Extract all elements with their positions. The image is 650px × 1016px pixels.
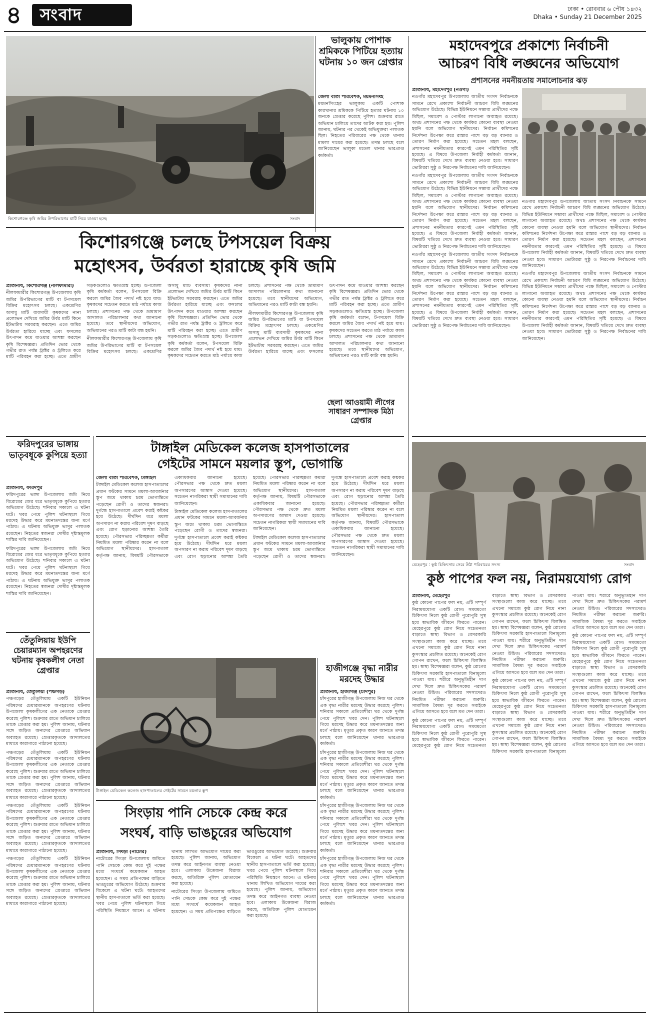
leprosy-photo-caption: মেহেরপুর : কুষ্ঠ চিকিৎসায় সেরে উঠা পরিবারের সদস্য	[412, 562, 501, 567]
election-subhead: প্রশাসনের নমনীয়তায় সমালোচনার ঝড়	[470, 76, 588, 85]
tractor-photo-image	[6, 36, 314, 214]
faridpur-body: প্রতিনিধি, ফরিদপুর ফরিদপুরের ভাঙ্গা উপজেলায় জমি নিয়ে বিরোধের জের ধরে ভাতৃবধূকে কুপিয়ে হত্যার অভিযোগ উঠেছে। শনিবার সকালে এ ঘটনা ঘটে। খবর পেয়ে পুলিশ ঘটনাস্থলে গিয়ে মরদেহ উদ্ধার করে ময়নাতদন্তের জন্য মর্গে পাঠায়। এ ঘটনায় অভিযুক্ত ভাসুর পলাতক রয়েছেন। নিহতের স্বজনরা দোষীর দৃষ্টান্তমূলক শাস্তির দাবি জানিয়েছেন। ফরিদপুরের ভাঙ্গা উপজেলায় জমি নিয়ে বিরোধের জের ধরে ভাতৃবধূকে কুপিয়ে হত্যার অভিযোগ উঠেছে। শনিবার সকালে এ ঘটনা ঘটে। খবর পেয়ে পুলিশ ঘটনাস্থলে গিয়ে মরদেহ উদ্ধার করে ময়নাতদন্তের জন্য মর্গে পাঠায়। এ ঘটনায় অভিযুক্ত ভাসুর পলাতক রয়েছেন। নিহতের স্বজনরা দোষীর দৃষ্টান্তমূলক শাস্তির দাবি জানিয়েছেন।	[6, 486, 90, 597]
tangail-body: জেলা বার্তা পরিবেশক, টাঙ্গাইল টাঙ্গাইল মেডিকেল কলেজ হাসপাতালের প্রধান ফটকের সামনে ময়লা-আবর্জনার স্তূপ জমে থাকায় চরম ভোগান্তিতে পড়েছেন রোগী ও তাদের স্বজনরা। দুর্গন্ধে হাসপাতালে প্রবেশ করাই কষ্টকর হয়ে উঠেছে। দীর্ঘদিন ধরে ময়লা অপসারণ না করায় পরিবেশ দূষণ বাড়ছে এবং রোগ ছড়ানোর আশঙ্কা তৈরি হয়েছে। পৌরসভার পরিচ্ছন্নতা কর্মীরা নিয়মিত ময়লা পরিষ্কার করেন না বলে অভিযোগ স্থানীয়দের। হাসপাতাল কর্তৃপক্ষ জানায়, বিষয়টি পৌরসভাকে একাধিকবার জানানো হয়েছে। পৌরসভার পক্ষ থেকে দ্রুত ময়লা অপসারণের আশ্বাস দেওয়া হয়েছে। সচেতন নাগরিকরা স্থায়ী সমাধানের দাবি জানিয়েছেন। টাঙ্গাইল মেডিকেল কলেজ হাসপাতালের প্রধান ফটকের সামনে ময়লা-আবর্জনার স্তূপ জমে থাকায় চরম ভোগান্তিতে পড়েছেন রোগী ও তাদের স্বজনরা। দুর্গন্ধে হাসপাতালে প্রবেশ করাই কষ্টকর হয়ে উঠেছে। দীর্ঘদিন ধরে ময়লা অপসারণ না করায় পরিবেশ দূষণ বাড়ছে এবং রোগ ছড়ানোর আশঙ্কা তৈরি হয়েছে। পৌরসভার পরিচ্ছন্নতা কর্মীরা নিয়মিত ময়লা পরিষ্কার করেন না বলে অভিযোগ স্থানীয়দের। হাসপাতাল কর্তৃপক্ষ জানায়, বিষয়টি পৌরসভাকে একাধিকবার জানানো হয়েছে। পৌরসভার পক্ষ থেকে দ্রুত ময়লা অপসারণের আশ্বাস দেওয়া হয়েছে। সচেতন নাগরিকরা স্থায়ী সমাধানের দাবি জানিয়েছেন। টাঙ্গাইল মেডিকেল কলেজ হাসপাতালের প্রধান ফটকের সামনে ময়লা-আবর্জনার স্তূপ জমে থাকায় চরম ভোগান্তিতে পড়েছেন রোগী ও তাদের স্বজনরা। দুর্গন্ধে হাসপাতালে প্রবেশ করাই কষ্টকর হয়ে উঠেছে। দীর্ঘদিন ধরে ময়লা অপসারণ না করায় পরিবেশ দূষণ বাড়ছে এবং রোগ ছড়ানোর আশঙ্কা তৈরি হয়েছে। পৌরসভার পরিচ্ছন্নতা কর্মীরা নিয়মিত ময়লা পরিষ্কার করেন না বলে অভিযোগ স্থানীয়দের। হাসপাতাল কর্তৃপক্ষ জানায়, বিষয়টি পৌরসভাকে একাধিকবার জানানো হয়েছে। পৌরসভার পক্ষ থেকে দ্রুত ময়লা অপসারণের আশ্বাস দেওয়া হয়েছে। সচেতন নাগরিকরা স্থায়ী সমাধানের দাবি জানিয়েছেন।	[96, 476, 404, 560]
awami-headline: ছেলা আওয়ামী লীগের সাধারণ সম্পাদক মিঠা গ্রেপ্তার	[327, 398, 395, 425]
page-bottom-rule	[4, 1012, 646, 1013]
tangail-headline-2: গেইটের সামনে ময়লার স্তূপ, ভোগান্তি	[157, 456, 343, 471]
factory-body: জেলা বার্তা পরিবেশক, ময়মনসিংহ ময়মনসিংহের ভালুকায় একটি পোশাক কারখানার শ্রমিককে পিটিয়ে হত্যার ঘটনায় ১০ জনকে গ্রেপ্তার করেছে পুলিশ। শুক্রবার রাতে অভিযান চালিয়ে তাদের আটক করা হয়। পুলিশ জানায়, ঘটনার পর থেকেই অভিযুক্তরা পলাতক ছিল। নিহতের পরিবারের পক্ষ থেকে থানায় মামলা দায়ের করা হয়েছে। তদন্ত চলছে বলে জানিয়েছেন ভালুকা মডেল থানার ভারপ্রাপ্ত কর্মকর্তা।	[318, 95, 404, 159]
singra-headline-1: সিংড়ায় পানি সেচকে কেন্দ্র করে	[124, 806, 288, 821]
column-divider	[317, 658, 318, 1012]
family-photo-image	[412, 442, 646, 560]
topsoil-headline-2: মহোৎসব, উর্বরতা হারাচ্ছে কৃষি জমি	[74, 256, 336, 277]
chairman-headline: তেঁতুলিয়ায় ইউপি চেয়ারম্যান অপহরণের ঘটনায় কৃষকলীগ নেতা গ্রেপ্তার	[11, 636, 85, 675]
column-divider	[315, 36, 316, 232]
election-headline-2: আচরণ বিধি লঙ্ঘনের অভিযোগ	[438, 56, 620, 72]
awami-box	[318, 398, 404, 438]
leprosy-photo	[412, 442, 646, 560]
singra-headline-2: সংঘর্ষ, বাড়ি ভাঙচুরের অভিযোগ	[120, 826, 292, 841]
hajiganj-headline: হাজীগঞ্জে বৃদ্ধা নারীর মরদেহ উদ্ধার	[326, 664, 398, 685]
masthead	[0, 0, 650, 34]
topsoil-headline-1: কিশোরগঞ্জে চলছে টপসয়েল বিক্রয়	[79, 232, 331, 253]
chairman-body: প্রতিনিধি, তেঁতুলিয়া (পঞ্চগড়) পঞ্চগড়ের তেঁতুলিয়ায় একটি ইউনিয়ন পরিষদের চেয়ারম্যানকে অপহরণের ঘটনায় উপজেলা কৃষকলীগের এক নেতাকে গ্রেপ্তার করেছে পুলিশ। শুক্রবার রাতে অভিযান চালিয়ে তাকে গ্রেপ্তার করা হয়। পুলিশ জানায়, ঘটনার সঙ্গে জড়িত অন্যদের গ্রেপ্তারে অভিযান অব্যাহত রয়েছে। গ্রেপ্তারকৃতকে আদালতের মাধ্যমে কারাগারে পাঠানো হয়েছে। পঞ্চগড়ের তেঁতুলিয়ায় একটি ইউনিয়ন পরিষদের চেয়ারম্যানকে অপহরণের ঘটনায় উপজেলা কৃষকলীগের এক নেতাকে গ্রেপ্তার করেছে পুলিশ। শুক্রবার রাতে অভিযান চালিয়ে তাকে গ্রেপ্তার করা হয়। পুলিশ জানায়, ঘটনার সঙ্গে জড়িত অন্যদের গ্রেপ্তারে অভিযান অব্যাহত রয়েছে। গ্রেপ্তারকৃতকে আদালতের মাধ্যমে কারাগারে পাঠানো হয়েছে। পঞ্চগড়ের তেঁতুলিয়ায় একটি ইউনিয়ন পরিষদের চেয়ারম্যানকে অপহরণের ঘটনায় উপজেলা কৃষকলীগের এক নেতাকে গ্রেপ্তার করেছে পুলিশ। শুক্রবার রাতে অভিযান চালিয়ে তাকে গ্রেপ্তার করা হয়। পুলিশ জানায়, ঘটনার সঙ্গে জড়িত অন্যদের গ্রেপ্তারে অভিযান অব্যাহত রয়েছে। গ্রেপ্তারকৃতকে আদালতের মাধ্যমে কারাগারে পাঠানো হয়েছে। পঞ্চগড়ের তেঁতুলিয়ায় একটি ইউনিয়ন পরিষদের চেয়ারম্যানকে অপহরণের ঘটনায় উপজেলা কৃষকলীগের এক নেতাকে গ্রেপ্তার করেছে পুলিশ। শুক্রবার রাতে অভিযান চালিয়ে তাকে গ্রেপ্তার করা হয়। পুলিশ জানায়, ঘটনার সঙ্গে জড়িত অন্যদের গ্রেপ্তারে অভিযান অব্যাহত রয়েছে। গ্রেপ্তারকৃতকে আদালতের মাধ্যমে কারাগারে পাঠানো হয়েছে।	[6, 690, 90, 907]
leprosy-headline: কুষ্ঠ পাপের ফল নয়, নিরাময়যোগ্য রোগ	[426, 572, 632, 587]
leprosy-photo-credit: সংবাদ	[624, 562, 635, 567]
factory-headline: ভালুকায় পোশাক শ্রমিককে পিটিয়ে হত্যায় ঘটনায় ১০ জন গ্রেপ্তার	[319, 36, 403, 68]
leprosy-body: প্রতিনিধি, মেহেরপুর কুষ্ঠ কোনো পাপের ফল নয়, এটি সম্পূর্ণ নিরাময়যোগ্য একটি রোগ। সময়মতো চিকিৎসা নিলে কুষ্ঠ রোগী পুরোপুরি সুস্থ হয়ে স্বাভাবিক জীবনে ফিরতে পারেন। মেহেরপুরে কুষ্ঠ রোগ নিয়ে সচেতনতা বাড়াতে স্বাস্থ্য বিভাগ ও বেসরকারি সংস্থাগুলো কাজ করে যাচ্ছে। তবে এখনো সমাজে কুষ্ঠ রোগ নিয়ে নানা কুসংস্কার প্রচলিত রয়েছে। অনেকেই রোগ গোপন রাখেন, ফলে চিকিৎসা বিলম্বিত হয়। স্বাস্থ্য বিশেষজ্ঞরা বলেন, কুষ্ঠ রোগের চিকিৎসা সরকারি হাসপাতালে বিনামূল্যে পাওয়া যায়। শরীরে অনুভূতিহীন দাগ দেখা দিলে দ্রুত চিকিৎসকের পরামর্শ নেওয়া উচিত। পরিবারের সদস্যদেরও নিয়মিত পরীক্ষা করানো জরুরি। সামাজিক বৈষম্য দূর করতে সবাইকে এগিয়ে আসতে হবে বলে মত দেন তারা। কুষ্ঠ কোনো পাপের ফল নয়, এটি সম্পূর্ণ নিরাময়যোগ্য একটি রোগ। সময়মতো চিকিৎসা নিলে কুষ্ঠ রোগী পুরোপুরি সুস্থ হয়ে স্বাভাবিক জীবনে ফিরতে পারেন। মেহেরপুরে কুষ্ঠ রোগ নিয়ে সচেতনতা বাড়াতে স্বাস্থ্য বিভাগ ও বেসরকারি সংস্থাগুলো কাজ করে যাচ্ছে। তবে এখনো সমাজে কুষ্ঠ রোগ নিয়ে নানা কুসংস্কার প্রচলিত রয়েছে। অনেকেই রোগ গোপন রাখেন, ফলে চিকিৎসা বিলম্বিত হয়। স্বাস্থ্য বিশেষজ্ঞরা বলেন, কুষ্ঠ রোগের চিকিৎসা সরকারি হাসপাতালে বিনামূল্যে পাওয়া যায়। শরীরে অনুভূতিহীন দাগ দেখা দিলে দ্রুত চিকিৎসকের পরামর্শ নেওয়া উচিত। পরিবারের সদস্যদেরও নিয়মিত পরীক্ষা করানো জরুরি। সামাজিক বৈষম্য দূর করতে সবাইকে এগিয়ে আসতে হবে বলে মত দেন তারা। কুষ্ঠ কোনো পাপের ফল নয়, এটি সম্পূর্ণ নিরাময়যোগ্য একটি রোগ। সময়মতো চিকিৎসা নিলে কুষ্ঠ রোগী পুরোপুরি সুস্থ হয়ে স্বাভাবিক জীবনে ফিরতে পারেন। মেহেরপুরে কুষ্ঠ রোগ নিয়ে সচেতনতা বাড়াতে স্বাস্থ্য বিভাগ ও বেসরকারি সংস্থাগুলো কাজ করে যাচ্ছে। তবে এখনো সমাজে কুষ্ঠ রোগ নিয়ে নানা কুসংস্কার প্রচলিত রয়েছে। অনেকেই রোগ গোপন রাখেন, ফলে চিকিৎসা বিলম্বিত হয়। স্বাস্থ্য বিশেষজ্ঞরা বলেন, কুষ্ঠ রোগের চিকিৎসা সরকারি হাসপাতালে বিনামূল্যে পাওয়া যায়। শরীরে অনুভূতিহীন দাগ দেখা দিলে দ্রুত চিকিৎসকের পরামর্শ নেওয়া উচিত। পরিবারের সদস্যদেরও নিয়মিত পরীক্ষা করানো জরুরি। সামাজিক বৈষম্য দূর করতে সবাইকে এগিয়ে আসতে হবে বলে মত দেন তারা। কুষ্ঠ কোনো পাপের ফল নয়, এটি সম্পূর্ণ নিরাময়যোগ্য একটি রোগ। সময়মতো চিকিৎসা নিলে কুষ্ঠ রোগী পুরোপুরি সুস্থ হয়ে স্বাভাবিক জীবনে ফিরতে পারেন। মেহেরপুরে কুষ্ঠ রোগ নিয়ে সচেতনতা বাড়াতে স্বাস্থ্য বিভাগ ও বেসরকারি সংস্থাগুলো কাজ করে যাচ্ছে। তবে এখনো সমাজে কুষ্ঠ রোগ নিয়ে নানা কুসংস্কার প্রচলিত রয়েছে। অনেকেই রোগ গোপন রাখেন, ফলে চিকিৎসা বিলম্বিত হয়। স্বাস্থ্য বিশেষজ্ঞরা বলেন, কুষ্ঠ রোগের চিকিৎসা সরকারি হাসপাতালে বিনামূল্যে পাওয়া যায়। শরীরে অনুভূতিহীন দাগ দেখা দিলে দ্রুত চিকিৎসকের পরামর্শ নেওয়া উচিত। পরিবারের সদস্যদেরও নিয়মিত পরীক্ষা করানো জরুরি। সামাজিক বৈষম্য দূর করতে সবাইকে এগিয়ে আসতে হবে বলে মত দেন তারা।	[412, 594, 646, 755]
section-rule	[6, 227, 404, 228]
election-body: প্রতিনিধি, মহাদেবপুর (নওগাঁ) নওগাঁর মহাদেবপুর উপজেলায় জাতীয় সংসদ নির্বাচনকে সামনে রেখে প্রকাশ্যে নির্বাচনী আচরণ বিধি লঙ্ঘনের অভিযোগ উঠেছে। বিভিন্ন ইউনিয়নে সম্ভাব্য প্রার্থীদের পক্ষে মিছিল, সমাবেশ ও পোস্টার লাগানো অব্যাহত রয়েছে। অথচ প্রশাসনের পক্ষ থেকে কার্যকর কোনো ব্যবস্থা নেওয়া হয়নি বলে অভিযোগ স্থানীয়দের। নির্বাচন কমিশনের নির্দেশনা উপেক্ষা করে রাস্তার পাশে বড় বড় ব্যানার ও তোরণ নির্মাণ করা হয়েছে। সচেতন মহল বলছেন, প্রশাসনের নমনীয়তার কারণেই এমন পরিস্থিতির সৃষ্টি হয়েছে। এ বিষয়ে উপজেলা নির্বাহী কর্মকর্তা জানান, বিষয়টি খতিয়ে দেখে দ্রুত ব্যবস্থা নেওয়া হবে। সাধারণ ভোটাররা সুষ্ঠু ও নিরপেক্ষ নির্বাচনের দাবি জানিয়েছেন। নওগাঁর মহাদেবপুর উপজেলায় জাতীয় সংসদ নির্বাচনকে সামনে রেখে প্রকাশ্যে নির্বাচনী আচরণ বিধি লঙ্ঘনের অভিযোগ উঠেছে। বিভিন্ন ইউনিয়নে সম্ভাব্য প্রার্থীদের পক্ষে মিছিল, সমাবেশ ও পোস্টার লাগানো অব্যাহত রয়েছে। অথচ প্রশাসনের পক্ষ থেকে কার্যকর কোনো ব্যবস্থা নেওয়া হয়নি বলে অভিযোগ স্থানীয়দের। নির্বাচন কমিশনের নির্দেশনা উপেক্ষা করে রাস্তার পাশে বড় বড় ব্যানার ও তোরণ নির্মাণ করা হয়েছে। সচেতন মহল বলছেন, প্রশাসনের নমনীয়তার কারণেই এমন পরিস্থিতির সৃষ্টি হয়েছে। এ বিষয়ে উপজেলা নির্বাহী কর্মকর্তা জানান, বিষয়টি খতিয়ে দেখে দ্রুত ব্যবস্থা নেওয়া হবে। সাধারণ ভোটাররা সুষ্ঠু ও নিরপেক্ষ নির্বাচনের দাবি জানিয়েছেন। নওগাঁর মহাদেবপুর উপজেলায় জাতীয় সংসদ নির্বাচনকে সামনে রেখে প্রকাশ্যে নির্বাচনী আচরণ বিধি লঙ্ঘনের অভিযোগ উঠেছে। বিভিন্ন ইউনিয়নে সম্ভাব্য প্রার্থীদের পক্ষে মিছিল, সমাবেশ ও পোস্টার লাগানো অব্যাহত রয়েছে। অথচ প্রশাসনের পক্ষ থেকে কার্যকর কোনো ব্যবস্থা নেওয়া হয়নি বলে অভিযোগ স্থানীয়দের। নির্বাচন কমিশনের নির্দেশনা উপেক্ষা করে রাস্তার পাশে বড় বড় ব্যানার ও তোরণ নির্মাণ করা হয়েছে। সচেতন মহল বলছেন, প্রশাসনের নমনীয়তার কারণেই এমন পরিস্থিতির সৃষ্টি হয়েছে। এ বিষয়ে উপজেলা নির্বাহী কর্মকর্তা জানান, বিষয়টি খতিয়ে দেখে দ্রুত ব্যবস্থা নেওয়া হবে। সাধারণ ভোটাররা সুষ্ঠু ও নিরপেক্ষ নির্বাচনের দাবি জানিয়েছেন।	[412, 88, 518, 329]
masthead-logo-box	[32, 4, 132, 26]
election-headline-1: মহাদেবপুরে প্রকাশ্যে নির্বাচনী	[449, 38, 609, 54]
topsoil-photo-caption: কিশোরগঞ্জে কৃষি জমির উপরিভাগের মাটি নিয়ে যাওয়া হচ্ছে	[8, 216, 107, 221]
election-crowd-image	[522, 88, 646, 196]
issue-date-bn: ঢাকা • রোববার ৬ পৌষ ১৪৩২	[567, 6, 642, 13]
column-divider	[408, 36, 409, 436]
tangail-headline-1: টাঙ্গাইল মেডিকেল কলেজ হাসপাতালের	[150, 440, 350, 455]
column-divider	[93, 436, 94, 1012]
faridpur-headline: ফরিদপুরের ভাঙ্গায় ভাতৃবধূকে কুপিয়ে হত্যা	[8, 440, 88, 461]
section-rule	[412, 436, 646, 437]
garbage-pile-image	[96, 658, 316, 786]
section-rule	[96, 436, 404, 437]
topsoil-photo-credit: সংবাদ	[290, 216, 301, 221]
topsoil-photo	[6, 36, 314, 214]
masthead-rule	[4, 31, 646, 32]
column-divider	[408, 436, 409, 1012]
page-number: ৪	[6, 1, 22, 29]
section-rule	[6, 632, 90, 633]
topsoil-body: প্রতিনিধি, কিশোরগঞ্জ (নীলফামারী) নীলফামারীর কিশোরগঞ্জ উপজেলায় কৃষি জমির উপরিভাগের মাটি বা টপসয়েল বিক্রির মহোৎসব চলছে। একশ্রেণির অসাধু মাটি ব্যবসায়ী কৃষকদের নানা প্রলোভন দেখিয়ে জমির উর্বর মাটি কিনে ইটভাটায় সরবরাহ করছেন। এতে জমির উর্বরতা হারিয়ে যাচ্ছে এবং ফসলের উৎপাদন কমে যাওয়ার আশঙ্কা করছেন কৃষি বিশেষজ্ঞরা। প্রতিদিন ভোর থেকে গভীর রাত পর্যন্ত ট্রাক্টর ও ট্রলিতে করে মাটি পরিবহন করা হচ্ছে। এতে গ্রামীণ সড়কগুলোও ক্ষতিগ্রস্ত হচ্ছে। উপজেলা কৃষি কর্মকর্তা বলেন, টপসয়েল বিক্রি করলে জমির জৈব পদার্থ নষ্ট হয়ে যায়। কৃষকদের সচেতন করতে মাঠ পর্যায়ে কাজ চলছে। প্রশাসনের পক্ষ থেকে ভ্রাম্যমাণ আদালত পরিচালনার কথা জানানো হয়েছে। তবে স্থানীয়দের অভিযোগ, অভিযানের পরও মাটি কাটা বন্ধ হয়নি। নীলফামারীর কিশোরগঞ্জ উপজেলায় কৃষি জমির উপরিভাগের মাটি বা টপসয়েল বিক্রির মহোৎসব চলছে। একশ্রেণির অসাধু মাটি ব্যবসায়ী কৃষকদের নানা প্রলোভন দেখিয়ে জমির উর্বর মাটি কিনে ইটভাটায় সরবরাহ করছেন। এতে জমির উর্বরতা হারিয়ে যাচ্ছে এবং ফসলের উৎপাদন কমে যাওয়ার আশঙ্কা করছেন কৃষি বিশেষজ্ঞরা। প্রতিদিন ভোর থেকে গভীর রাত পর্যন্ত ট্রাক্টর ও ট্রলিতে করে মাটি পরিবহন করা হচ্ছে। এতে গ্রামীণ সড়কগুলোও ক্ষতিগ্রস্ত হচ্ছে। উপজেলা কৃষি কর্মকর্তা বলেন, টপসয়েল বিক্রি করলে জমির জৈব পদার্থ নষ্ট হয়ে যায়। কৃষকদের সচেতন করতে মাঠ পর্যায়ে কাজ চলছে। প্রশাসনের পক্ষ থেকে ভ্রাম্যমাণ আদালত পরিচালনার কথা জানানো হয়েছে। তবে স্থানীয়দের অভিযোগ, অভিযানের পরও মাটি কাটা বন্ধ হয়নি। নীলফামারীর কিশোরগঞ্জ উপজেলায় কৃষি জমির উপরিভাগের মাটি বা টপসয়েল বিক্রির মহোৎসব চলছে। একশ্রেণির অসাধু মাটি ব্যবসায়ী কৃষকদের নানা প্রলোভন দেখিয়ে জমির উর্বর মাটি কিনে ইটভাটায় সরবরাহ করছেন। এতে জমির উর্বরতা হারিয়ে যাচ্ছে এবং ফসলের উৎপাদন কমে যাওয়ার আশঙ্কা করছেন কৃষি বিশেষজ্ঞরা। প্রতিদিন ভোর থেকে গভীর রাত পর্যন্ত ট্রাক্টর ও ট্রলিতে করে মাটি পরিবহন করা হচ্ছে। এতে গ্রামীণ সড়কগুলোও ক্ষতিগ্রস্ত হচ্ছে। উপজেলা কৃষি কর্মকর্তা বলেন, টপসয়েল বিক্রি করলে জমির জৈব পদার্থ নষ্ট হয়ে যায়। কৃষকদের সচেতন করতে মাঠ পর্যায়ে কাজ চলছে। প্রশাসনের পক্ষ থেকে ভ্রাম্যমাণ আদালত পরিচালনার কথা জানানো হয়েছে। তবে স্থানীয়দের অভিযোগ, অভিযানের পরও মাটি কাটা বন্ধ হয়নি।	[6, 284, 404, 361]
issue-date-en: Dhaka • Sunday 21 December 2025	[533, 14, 642, 21]
section-rule	[6, 436, 90, 437]
election-photo	[522, 88, 646, 196]
section-rule	[96, 800, 316, 801]
tangail-photo-caption: টাঙ্গাইল মেডিকেল কলেজ হাসপাতালের গেইটের সামনে ময়লার স্তূপ	[96, 788, 208, 793]
singra-body: প্রতিনিধি, সিংড়া (নাটোর) নাটোরের সিংড়া উপজেলায় জমিতে পানি সেচকে কেন্দ্র করে দুই পক্ষের মধ্যে সংঘর্ষে কয়েকজন আহত হয়েছেন। এ সময় প্রতিপক্ষের বাড়িতে ভাঙচুরের অভিযোগ উঠেছে। শুক্রবার বিকেলে এ ঘটনা ঘটে। আহতদের স্থানীয় হাসপাতালে ভর্তি করা হয়েছে। খবর পেয়ে পুলিশ ঘটনাস্থলে গিয়ে পরিস্থিতি নিয়ন্ত্রণে আনে। এ ঘটনায় থানায় লিখিত অভিযোগ দায়ের করা হয়েছে। পুলিশ জানায়, অভিযোগ তদন্ত করে আইনগত ব্যবস্থা নেওয়া হবে। এলাকায় উত্তেজনা বিরাজ করছে, অতিরিক্ত পুলিশ মোতায়েন করা হয়েছে। নাটোরের সিংড়া উপজেলায় জমিতে পানি সেচকে কেন্দ্র করে দুই পক্ষের মধ্যে সংঘর্ষে কয়েকজন আহত হয়েছেন। এ সময় প্রতিপক্ষের বাড়িতে ভাঙচুরের অভিযোগ উঠেছে। শুক্রবার বিকেলে এ ঘটনা ঘটে। আহতদের স্থানীয় হাসপাতালে ভর্তি করা হয়েছে। খবর পেয়ে পুলিশ ঘটনাস্থলে গিয়ে পরিস্থিতি নিয়ন্ত্রণে আনে। এ ঘটনায় থানায় লিখিত অভিযোগ দায়ের করা হয়েছে। পুলিশ জানায়, অভিযোগ তদন্ত করে আইনগত ব্যবস্থা নেওয়া হবে। এলাকায় উত্তেজনা বিরাজ করছে, অতিরিক্ত পুলিশ মোতায়েন করা হয়েছে।	[96, 850, 316, 920]
tangail-photo	[96, 658, 316, 786]
hajiganj-body: প্রতিনিধি, হাজীগঞ্জ (চাঁদপুর) চাঁদপুরের হাজীগঞ্জ উপজেলায় নিজ ঘর থেকে এক বৃদ্ধা নারীর মরদেহ উদ্ধার করেছে পুলিশ। শনিবার সকালে প্রতিবেশীরা ঘর থেকে দুর্গন্ধ পেয়ে পুলিশে খবর দেন। পুলিশ ঘটনাস্থলে গিয়ে মরদেহ উদ্ধার করে ময়নাতদন্তের জন্য মর্গে পাঠায়। মৃত্যুর প্রকৃত কারণ জানতে তদন্ত চলছে বলে জানিয়েছেন থানার ভারপ্রাপ্ত কর্মকর্তা। চাঁদপুরের হাজীগঞ্জ উপজেলায় নিজ ঘর থেকে এক বৃদ্ধা নারীর মরদেহ উদ্ধার করেছে পুলিশ। শনিবার সকালে প্রতিবেশীরা ঘর থেকে দুর্গন্ধ পেয়ে পুলিশে খবর দেন। পুলিশ ঘটনাস্থলে গিয়ে মরদেহ উদ্ধার করে ময়নাতদন্তের জন্য মর্গে পাঠায়। মৃত্যুর প্রকৃত কারণ জানতে তদন্ত চলছে বলে জানিয়েছেন থানার ভারপ্রাপ্ত কর্মকর্তা। চাঁদপুরের হাজীগঞ্জ উপজেলায় নিজ ঘর থেকে এক বৃদ্ধা নারীর মরদেহ উদ্ধার করেছে পুলিশ। শনিবার সকালে প্রতিবেশীরা ঘর থেকে দুর্গন্ধ পেয়ে পুলিশে খবর দেন। পুলিশ ঘটনাস্থলে গিয়ে মরদেহ উদ্ধার করে ময়নাতদন্তের জন্য মর্গে পাঠায়। মৃত্যুর প্রকৃত কারণ জানতে তদন্ত চলছে বলে জানিয়েছেন থানার ভারপ্রাপ্ত কর্মকর্তা। চাঁদপুরের হাজীগঞ্জ উপজেলায় নিজ ঘর থেকে এক বৃদ্ধা নারীর মরদেহ উদ্ধার করেছে পুলিশ। শনিবার সকালে প্রতিবেশীরা ঘর থেকে দুর্গন্ধ পেয়ে পুলিশে খবর দেন। পুলিশ ঘটনাস্থলে গিয়ে মরদেহ উদ্ধার করে ময়নাতদন্তের জন্য মর্গে পাঠায়। মৃত্যুর প্রকৃত কারণ জানতে তদন্ত চলছে বলে জানিয়েছেন থানার ভারপ্রাপ্ত কর্মকর্তা।	[320, 690, 404, 907]
election-body-cont: নওগাঁর মহাদেবপুর উপজেলায় জাতীয় সংসদ নির্বাচনকে সামনে রেখে প্রকাশ্যে নির্বাচনী আচরণ বিধি লঙ্ঘনের অভিযোগ উঠেছে। বিভিন্ন ইউনিয়নে সম্ভাব্য প্রার্থীদের পক্ষে মিছিল, সমাবেশ ও পোস্টার লাগানো অব্যাহত রয়েছে। অথচ প্রশাসনের পক্ষ থেকে কার্যকর কোনো ব্যবস্থা নেওয়া হয়নি বলে অভিযোগ স্থানীয়দের। নির্বাচন কমিশনের নির্দেশনা উপেক্ষা করে রাস্তার পাশে বড় বড় ব্যানার ও তোরণ নির্মাণ করা হয়েছে। সচেতন মহল বলছেন, প্রশাসনের নমনীয়তার কারণেই এমন পরিস্থিতির সৃষ্টি হয়েছে। এ বিষয়ে উপজেলা নির্বাহী কর্মকর্তা জানান, বিষয়টি খতিয়ে দেখে দ্রুত ব্যবস্থা নেওয়া হবে। সাধারণ ভোটাররা সুষ্ঠু ও নিরপেক্ষ নির্বাচনের দাবি জানিয়েছেন। নওগাঁর মহাদেবপুর উপজেলায় জাতীয় সংসদ নির্বাচনকে সামনে রেখে প্রকাশ্যে নির্বাচনী আচরণ বিধি লঙ্ঘনের অভিযোগ উঠেছে। বিভিন্ন ইউনিয়নে সম্ভাব্য প্রার্থীদের পক্ষে মিছিল, সমাবেশ ও পোস্টার লাগানো অব্যাহত রয়েছে। অথচ প্রশাসনের পক্ষ থেকে কার্যকর কোনো ব্যবস্থা নেওয়া হয়নি বলে অভিযোগ স্থানীয়দের। নির্বাচন কমিশনের নির্দেশনা উপেক্ষা করে রাস্তার পাশে বড় বড় ব্যানার ও তোরণ নির্মাণ করা হয়েছে। সচেতন মহল বলছেন, প্রশাসনের নমনীয়তার কারণেই এমন পরিস্থিতির সৃষ্টি হয়েছে। এ বিষয়ে উপজেলা নির্বাহী কর্মকর্তা জানান, বিষয়টি খতিয়ে দেখে দ্রুত ব্যবস্থা নেওয়া হবে। সাধারণ ভোটাররা সুষ্ঠু ও নিরপেক্ষ নির্বাচনের দাবি জানিয়েছেন।	[522, 200, 646, 342]
masthead-logo: সংবাদ	[40, 5, 83, 24]
